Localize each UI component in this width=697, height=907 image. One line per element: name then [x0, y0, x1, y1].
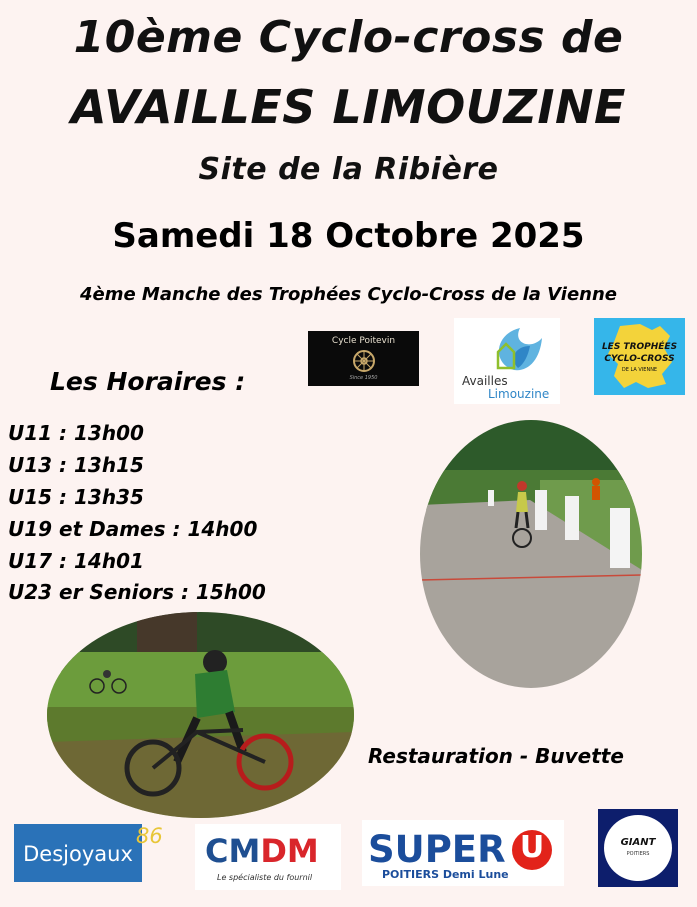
super-u-logo	[362, 820, 564, 886]
availles-name: Availles	[462, 374, 508, 388]
giant-logo	[598, 809, 678, 887]
super-u-name: SUPER	[368, 828, 506, 871]
event-date: Samedi 18 Octobre 2025	[112, 216, 585, 256]
desjoyaux-logo	[14, 824, 178, 882]
horaire-u11: U11 : 13h00	[8, 421, 144, 445]
availles-logo	[454, 318, 560, 404]
horaire-u17: U17 : 14h01	[8, 549, 144, 573]
cycle-poitevin-logo	[308, 331, 419, 386]
race-photo-right	[420, 420, 642, 688]
horaire-u19-dames: U19 et Dames : 14h00	[8, 517, 258, 541]
trophees-line2: CYCLO-CROSS	[604, 354, 675, 364]
horaire-u23-seniors: U23 er Seniors : 15h00	[8, 580, 266, 604]
cycle-poitevin-tagline: Since 1950	[349, 375, 378, 381]
trophees-line3: DE LA VIENNE	[621, 367, 658, 373]
giant-sub: POITIERS	[626, 851, 650, 857]
event-site: Site de la Ribière	[198, 152, 499, 187]
desjoyaux-number: 86	[136, 824, 163, 848]
cmdm-tagline: Le spécialiste du fournil	[217, 873, 313, 882]
horaires-title: Les Horaires :	[50, 367, 246, 396]
super-u-sub: POITIERS Demi Lune	[382, 868, 509, 881]
trophees-line1: LES TROPHÉES	[601, 342, 678, 352]
race-photo-left	[47, 612, 354, 818]
cycle-poitevin-name: Cycle Poitevin	[331, 336, 396, 346]
giant-name: GIANT	[620, 837, 656, 848]
race-photo-left-image	[47, 612, 354, 818]
restauration-buvette: Restauration - Buvette	[368, 744, 624, 768]
availles-emblem-icon	[484, 324, 546, 374]
cmdm-cm: CM	[205, 832, 261, 870]
limouzine-name: Limouzine	[488, 387, 550, 401]
cmdm-dm: DM	[260, 832, 319, 870]
trophees-logo	[594, 318, 685, 395]
event-title-line1: 10ème Cyclo-cross de	[73, 12, 624, 63]
event-title-line2: AVAILLES LIMOUZINE	[71, 80, 626, 134]
race-photo-right-image	[420, 420, 642, 688]
event-manche: 4ème Manche des Trophées Cyclo-Cross de la Vienne	[79, 284, 618, 305]
horaire-u13: U13 : 13h15	[8, 453, 144, 477]
super-u-letter: U	[519, 830, 545, 865]
cmdm-logo	[195, 824, 341, 890]
wheel-icon	[351, 348, 377, 374]
desjoyaux-name: Desjoyaux	[23, 842, 133, 866]
horaire-u15: U15 : 13h35	[8, 485, 144, 509]
